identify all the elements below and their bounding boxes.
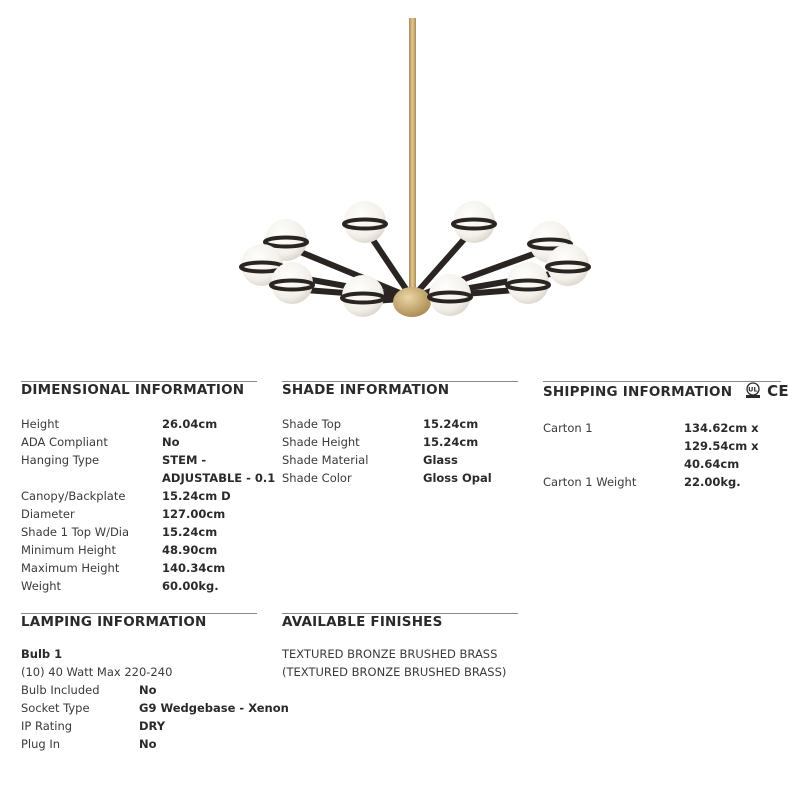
spec-value: 134.62cm x	[684, 421, 759, 435]
spec-value: G9 Wedgebase - Xenon	[139, 701, 289, 715]
spec-value: STEM -	[162, 453, 207, 467]
spec-value: 140.34cm	[162, 561, 226, 575]
spec-value: No	[139, 737, 157, 751]
spec-row	[21, 433, 257, 451]
section-title: SHADE INFORMATION	[282, 382, 450, 398]
section-title: DIMENSIONAL INFORMATION	[21, 382, 245, 398]
spec-value: DRY	[139, 719, 166, 733]
spec-label: Hanging Type	[21, 453, 100, 467]
spec-value: 60.00kg.	[162, 579, 219, 593]
globe-shade	[453, 201, 495, 243]
chandelier-stem	[409, 18, 416, 303]
spec-label: IP Rating	[21, 719, 73, 733]
ce-mark-text: CE	[767, 382, 789, 398]
spec-row	[21, 487, 257, 505]
globe-shade	[342, 275, 384, 317]
spec-label: Shade Color	[282, 471, 352, 485]
shipping-information-section	[543, 382, 789, 491]
spec-value: 15.24cm D	[162, 489, 231, 503]
spec-value: 48.90cm	[162, 543, 218, 557]
spec-row	[21, 415, 257, 433]
spec-label: Shade Material	[282, 453, 369, 467]
spec-row	[21, 577, 257, 595]
spec-row	[21, 559, 257, 577]
spec-label: Socket Type	[21, 701, 90, 715]
section-title: AVAILABLE FINISHES	[282, 614, 443, 630]
spec-row	[21, 523, 257, 541]
spec-label: Carton 1	[543, 421, 593, 435]
spec-row	[21, 699, 289, 717]
globe-shade	[271, 262, 313, 304]
bulb-title: Bulb 1	[21, 647, 63, 661]
spec-row	[282, 469, 518, 487]
spec-row-continued	[543, 455, 781, 473]
spec-label: Carton 1 Weight	[543, 475, 637, 489]
spec-row	[282, 433, 518, 451]
chandelier-hub	[393, 287, 431, 317]
dimensional-information-section	[21, 382, 276, 595]
finish-line: TEXTURED BRONZE BRUSHED BRASS	[282, 647, 498, 661]
ul-listed-icon	[743, 382, 763, 402]
spec-label: Bulb Included	[21, 683, 100, 697]
available-finishes-section	[282, 614, 518, 681]
spec-label: Maximum Height	[21, 561, 120, 575]
chandelier-image	[0, 0, 800, 360]
spec-row	[21, 681, 257, 699]
shade-information-section	[282, 382, 518, 487]
spec-label: Shade 1 Top W/Dia	[21, 525, 130, 539]
spec-label: Shade Top	[282, 417, 342, 431]
spec-value: ADJUSTABLE - 0.1	[162, 471, 276, 485]
globe-shade	[507, 262, 549, 304]
spec-row	[21, 505, 257, 523]
spec-value: 22.00kg.	[684, 475, 741, 489]
spec-value: No	[162, 435, 180, 449]
section-divider	[21, 381, 257, 382]
section-divider	[543, 381, 781, 382]
spec-row	[543, 473, 781, 491]
spec-row	[21, 735, 257, 753]
spec-row	[21, 717, 257, 735]
spec-value: 40.64cm	[684, 457, 740, 471]
ce-mark-icon	[766, 382, 790, 402]
section-title: LAMPING INFORMATION	[21, 614, 207, 630]
spec-label: Shade Height	[282, 435, 360, 449]
spec-label: Height	[21, 417, 60, 431]
spec-value: 129.54cm x	[684, 439, 759, 453]
spec-value: 15.24cm	[162, 525, 218, 539]
spec-value: 15.24cm	[423, 417, 479, 431]
spec-label: Weight	[21, 579, 62, 593]
spec-row	[282, 415, 518, 433]
globe-shade	[547, 244, 589, 286]
section-title	[543, 382, 789, 402]
spec-row-continued	[543, 437, 781, 455]
spec-row	[282, 451, 518, 469]
spec-label: ADA Compliant	[21, 435, 108, 449]
spec-row-continued	[21, 469, 276, 487]
spec-label: Plug In	[21, 737, 61, 751]
spec-row	[543, 419, 781, 437]
spec-value: 15.24cm	[423, 435, 479, 449]
spec-value: No	[139, 683, 157, 697]
globe-shade	[429, 274, 471, 316]
globe-shade	[344, 201, 386, 243]
ul-listed-text: UL	[748, 385, 759, 394]
spec-label: Diameter	[21, 507, 75, 521]
section-divider	[21, 613, 257, 614]
section-divider	[282, 381, 518, 382]
section-divider	[282, 613, 518, 614]
spec-value: 127.00cm	[162, 507, 226, 521]
lamping-information-section	[21, 614, 289, 753]
section-title-text: SHIPPING INFORMATION	[543, 384, 733, 400]
finish-line: (TEXTURED BRONZE BRUSHED BRASS)	[282, 665, 507, 679]
spec-value: Glass	[423, 453, 458, 467]
spec-label: Canopy/Backplate	[21, 489, 126, 503]
spec-row	[21, 451, 257, 469]
spec-value: 26.04cm	[162, 417, 218, 431]
spec-label: Minimum Height	[21, 543, 116, 557]
bulb-description: (10) 40 Watt Max 220-240	[21, 665, 173, 679]
spec-value: Gloss Opal	[423, 471, 492, 485]
spec-row	[21, 541, 257, 559]
